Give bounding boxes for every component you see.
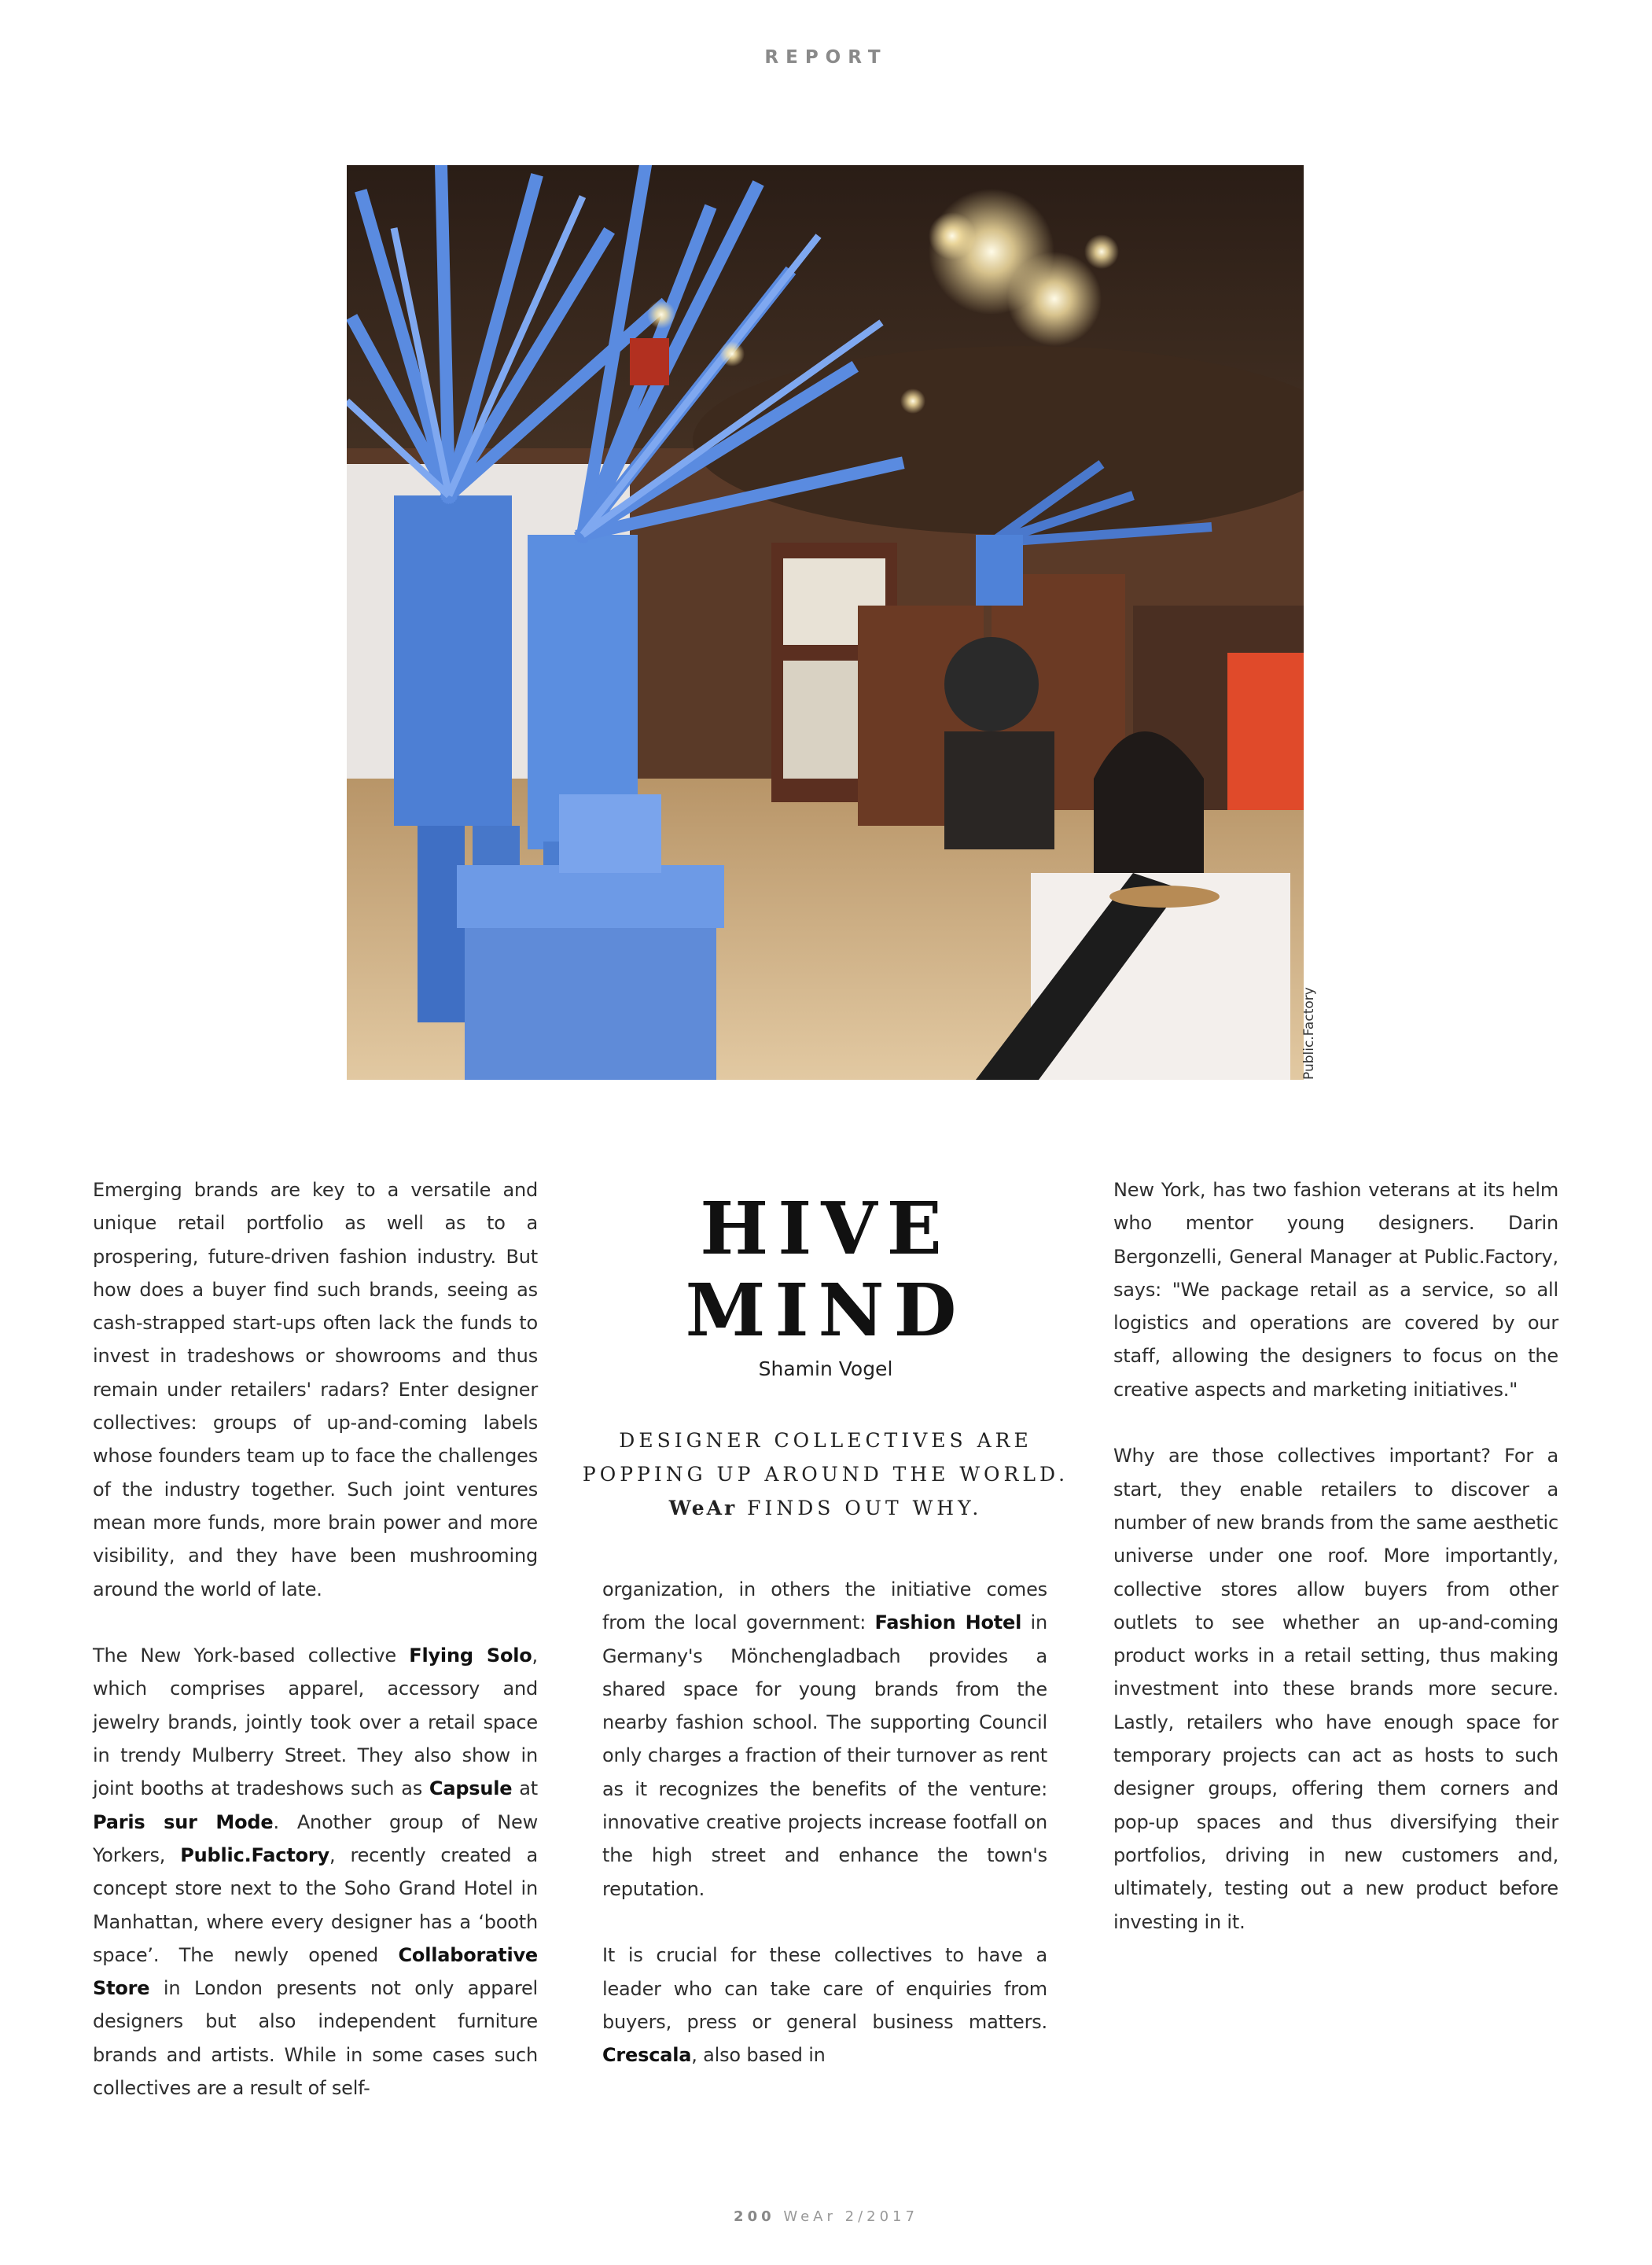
deck-brand: WeAr — [668, 1497, 738, 1519]
section-label: REPORT — [764, 47, 888, 68]
article-column-3 — [1113, 1173, 1558, 1972]
title-line: HIVE — [700, 1186, 951, 1271]
paragraph: It is crucial for these collectives to have a leader who can take care of enquiries from buyers, press or general business matters. Crescala, also based in — [602, 1944, 1047, 2067]
brand-name: Fashion Hotel — [874, 1611, 1022, 1634]
page-footer — [0, 2208, 1652, 2225]
brand-name: Collaborative Store — [93, 1943, 538, 2000]
store-photo-illustration — [347, 165, 1304, 1080]
deck-line: DESIGNER COLLECTIVES ARE — [619, 1429, 1032, 1452]
brand-name: Capsule — [429, 1777, 513, 1800]
page-number: 200 — [734, 2208, 775, 2225]
brand-name: Crescala — [602, 2044, 692, 2067]
paragraph: New York, has two fashion veterans at its helm who mentor young designers. Darin Bergonzelli, General Manager at Public.Factory, says: "We package retail as a service, so all logistics and operations are covered by our staff, allowing the designers to focus on the creative aspects and marketing initiatives." — [1113, 1179, 1558, 1401]
brand-name: Flying Solo — [409, 1644, 532, 1667]
author-byline: Shamin Vogel — [758, 1357, 893, 1380]
store-interior-photo — [347, 165, 1304, 1080]
article-column-1 — [93, 1173, 538, 2138]
photo-credit: Public.Factory — [1301, 987, 1317, 1080]
article-column-2 — [602, 1573, 1047, 2105]
title-line: MIND — [685, 1268, 966, 1353]
paragraph: Why are those collectives important? For a start, they enable retailers to discover a number of new brands from the same aesthetic universe under one roof. More importantly, collective stores allow buyers from other outlets to see whether an up-and-coming product works in a retail setting, thus making investment into these brands more secure. Lastly, retailers who have enough space for temporary projects can act as hosts to such designer groups, offering them corners and pop-up spaces and thus diversifying their portfolios, driving in new customers and, ultimately, testing out a new product before investing in it. — [1113, 1445, 1558, 1933]
article-title — [605, 1188, 1046, 1351]
issue-label: WeAr 2/2017 — [783, 2208, 918, 2225]
brand-name: Paris sur Mode — [93, 1810, 274, 1833]
paragraph: organization, in others the initiative comes from the local government: Fashion Hotel in Germany's Mönchengladbach provides a shared space for young brands from the nearby fashion school. The supporting Council only charges a fraction of their turnover as rent as it recognizes the benefits of the venture: innovative creative projects increase footfall on the high street and enhance the town's reputation. — [602, 1578, 1047, 1900]
paragraph: The New York-based collective Flying Solo, which comprises apparel, accessory and jewelry brands, jointly took over a retail space in trendy Mulberry Street. They also show in joint booths at tradeshows such as Capsule at Paris sur Mode. Another group of New Yorkers, Public.Factory, recently created a concept store next to the Soho Grand Hotel in Manhattan, where every designer has a ‘booth space’. The newly opened Collaborative Store in London presents not only apparel designers but also independent furniture brands and artists. While in some cases such collectives are a result of self- — [93, 1644, 539, 2100]
article-deck — [582, 1423, 1069, 1525]
deck-line: WeAr FINDS OUT WHY. — [668, 1497, 983, 1519]
paragraph: Emerging brands are key to a versatile and unique retail portfolio as well as to a prospering, future-driven fashion industry. But how does a buyer find such brands, seeing as cash-strapped start-ups often lack the funds to invest in tradeshows or showrooms and thus remain under retailers' radars? Enter designer collectives: groups of up-and-coming labels whose founders team up to face the challenges of the industry together. Such joint ventures mean more funds, more brain power and more visibility, and they have been mushrooming around the world of late. — [93, 1179, 538, 1600]
brand-name: Public.Factory — [180, 1843, 329, 1866]
deck-line: POPPING UP AROUND THE WORLD. — [582, 1463, 1069, 1486]
